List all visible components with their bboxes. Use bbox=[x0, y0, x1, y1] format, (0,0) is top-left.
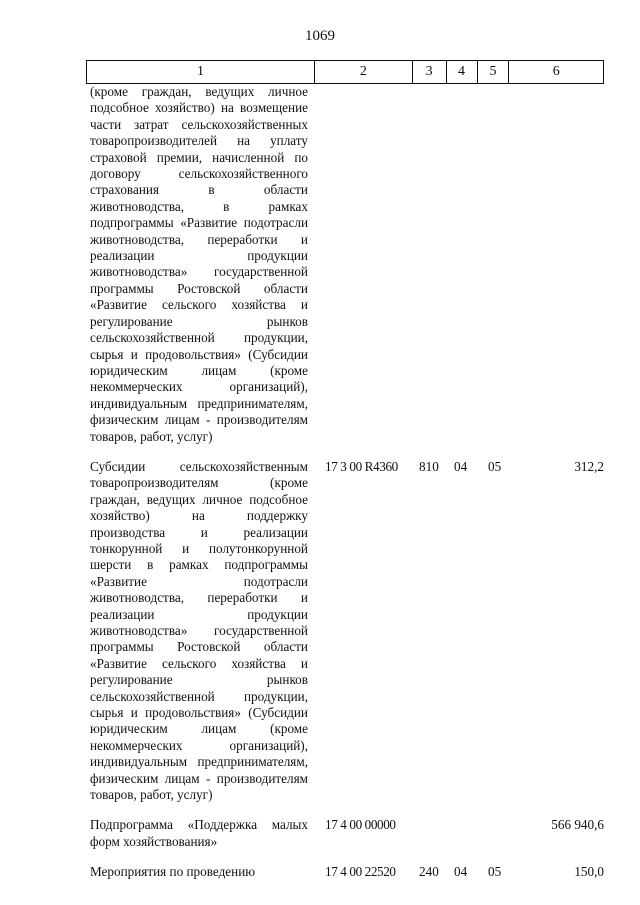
header-col-6: 6 bbox=[508, 61, 603, 83]
row-code: 17 3 00 R4360 bbox=[325, 458, 398, 474]
row-col3: 810 bbox=[419, 458, 439, 474]
header-col-2: 2 bbox=[314, 61, 412, 83]
header-col-3: 3 bbox=[412, 61, 446, 83]
row-description: Подпрограмма «Поддержка малых форм хозяйствования» bbox=[90, 817, 308, 849]
row-description: Субсидии сельскохозяйственным товаропроизводителям (кроме граждан, ведущих личное подсобное хозяйство) на поддержку производства и реализации тонкорунной и полутонкорунной шерсти в рамках подпрограммы «Развитие подотрасли животноводства, переработки и реализации продукции животноводства» государственной программы Ростовской области «Развитие сельского хозяйства и регулирование рынков сельскохозяйственной продукции, сырья и продовольствия» (Субсидии юридическим лицам (кроме некоммерческих организаций), индивидуальным предпринимателям, физическим лицам - производителям товаров, работ, услуг) bbox=[90, 458, 308, 803]
row-description: Мероприятия по проведению bbox=[90, 864, 256, 880]
table-header bbox=[86, 60, 604, 84]
row-amount: 566 940,6 bbox=[551, 817, 604, 833]
row-amount: 312,2 bbox=[574, 458, 604, 474]
row-code: 17 4 00 00000 bbox=[325, 817, 396, 833]
header-col-4: 4 bbox=[446, 61, 477, 83]
header-col-5: 5 bbox=[477, 61, 509, 83]
header-col-1: 1 bbox=[197, 64, 205, 79]
row-amount: 150,0 bbox=[574, 864, 604, 880]
page-number: 1069 bbox=[305, 28, 335, 44]
table-row bbox=[90, 459, 604, 804]
row-col5: 05 bbox=[488, 864, 502, 880]
table-row bbox=[90, 84, 604, 445]
table-row bbox=[90, 817, 604, 850]
table-body bbox=[90, 84, 604, 881]
row-col3: 240 bbox=[419, 864, 439, 880]
table-row bbox=[90, 864, 604, 880]
row-col4: 04 bbox=[454, 458, 468, 474]
row-description: (кроме граждан, ведущих личное подсобное хозяйство) на возмещение части затрат сельскохозяйственных товаропроизводителей на уплату страховой премии, начисленной по договору сельскохозяйственного страхования в области животноводства, в рамках подпрограммы «Развитие подотрасли животноводства, переработки и реализации продукции животноводства» государственной программы Ростовской области «Развитие сельского хозяйства и регулирование рынков сельскохозяйственной продукции, сырья и продовольствия» (Субсидии юридическим лицам (кроме некоммерческих организаций), индивидуальным предпринимателям, физическим лицам - производителям товаров, работ, услуг) bbox=[90, 84, 308, 444]
row-code: 17 4 00 22520 bbox=[325, 864, 396, 880]
row-col4: 04 bbox=[454, 864, 468, 880]
row-col5: 05 bbox=[488, 458, 502, 474]
